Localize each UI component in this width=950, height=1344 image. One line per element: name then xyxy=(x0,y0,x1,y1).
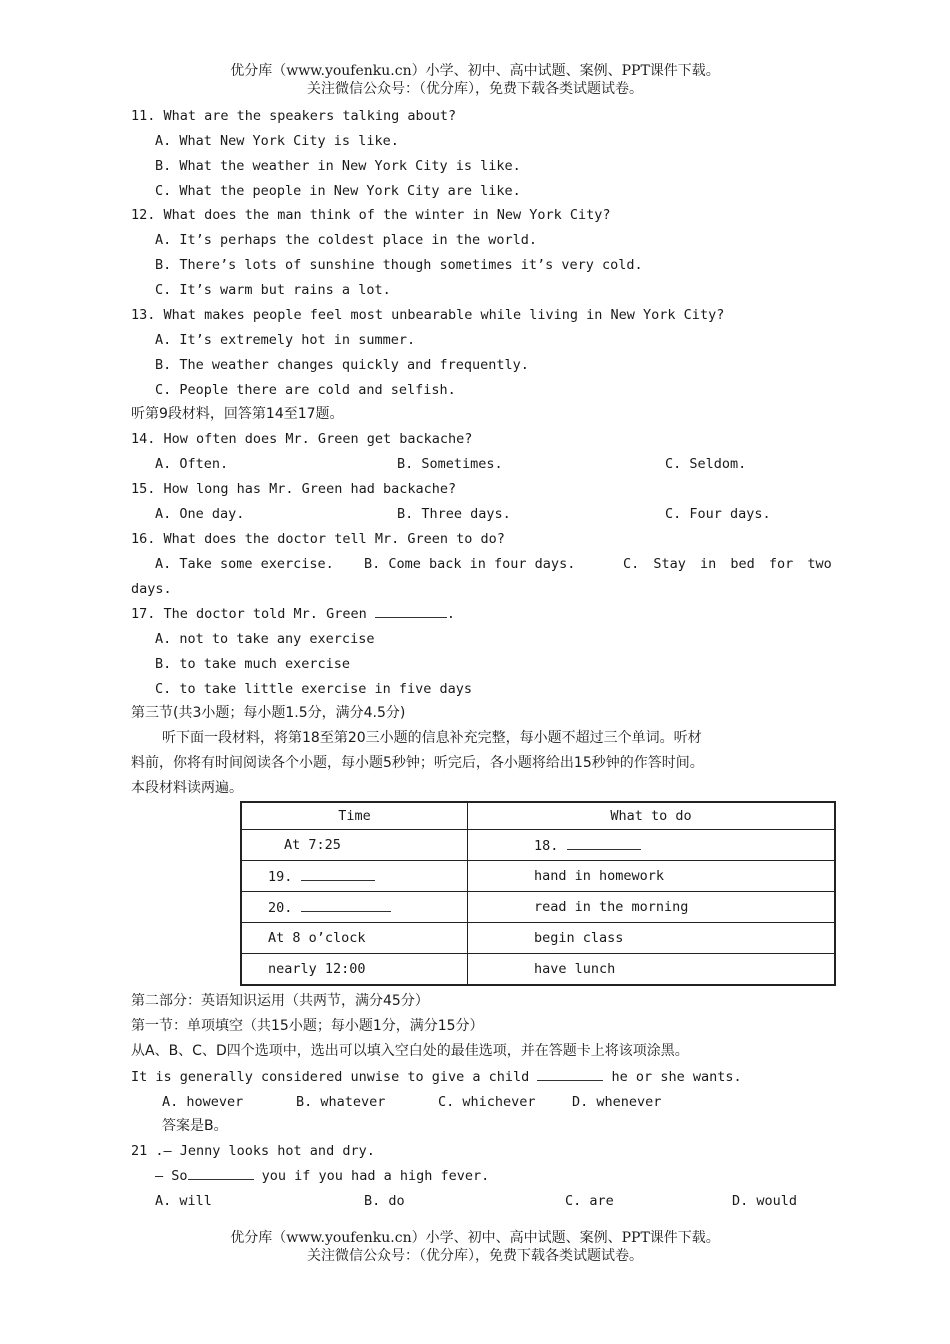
q11-option-a: A. What New York City is like. xyxy=(155,133,399,149)
q13-option-b: B. The weather changes quickly and frequently. xyxy=(155,357,529,373)
q14-option-c: C. Seldom. xyxy=(665,456,747,472)
example-stem-end: he or she wants. xyxy=(611,1069,742,1085)
q17-stem-end: . xyxy=(446,606,455,622)
table-cell-time-text: 20. xyxy=(268,899,293,916)
table-blank-19 xyxy=(301,868,375,881)
table-header-what: What to do xyxy=(468,802,836,830)
q15-option-b: B. Three days. xyxy=(397,506,511,522)
table-cell-time: At 7:25 xyxy=(241,830,468,861)
q12-option-c: C. It’s warm but rains a lot. xyxy=(155,282,391,298)
q11-stem: 11. What are the speakers talking about? xyxy=(131,108,457,124)
header-line-1: 优分库（www.youfenku.cn）小学、初中、高中试题、案例、PPT课件下载。 xyxy=(230,63,720,79)
example-answer: 答案是B。 xyxy=(162,1118,228,1134)
q21-option-b: B. do xyxy=(364,1193,405,1209)
q17-blank xyxy=(375,605,447,618)
q16-option-c: C. Stay in bed for two xyxy=(623,556,832,572)
table-row xyxy=(241,830,835,861)
table-blank-20 xyxy=(301,899,391,912)
q11-option-c: C. What the people in New York City are like. xyxy=(155,183,521,199)
q16-option-a: A. Take some exercise. xyxy=(155,556,334,572)
q17-option-b: B. to take much exercise xyxy=(155,656,351,672)
q21-line-2-start: — So xyxy=(155,1168,188,1184)
table-row xyxy=(241,892,835,923)
table-blank-18 xyxy=(567,837,641,850)
table-cell-what xyxy=(468,830,836,861)
table-row xyxy=(241,923,835,954)
q21-option-a: A. will xyxy=(155,1193,212,1209)
table-row xyxy=(241,954,835,986)
q21-blank xyxy=(188,1167,254,1180)
table-cell-time: nearly 12:00 xyxy=(241,954,468,986)
part3-title: 第三节(共3小题；每小题1.5分，满分4.5分) xyxy=(131,705,406,721)
q16-option-b: B. Come back in four days. xyxy=(364,556,576,572)
q16-option-c-continued: days. xyxy=(131,581,172,597)
q21-option-d: D. would xyxy=(732,1193,798,1209)
table-cell-time xyxy=(241,892,468,923)
table-row xyxy=(241,861,835,892)
q13-option-c: C. People there are cold and selfish. xyxy=(155,382,456,398)
example-stem: It is generally considered unwise to give a child xyxy=(131,1069,530,1085)
table-cell-what: have lunch xyxy=(468,954,836,986)
q12-option-a: A. It’s perhaps the coldest place in the world. xyxy=(155,232,538,248)
example-question xyxy=(131,1068,742,1086)
q14-option-a: A. Often. xyxy=(155,456,229,472)
example-option-c: C. whichever xyxy=(438,1094,536,1110)
footer-line-2: 关注微信公众号：（优分库），免费下载各类试题试卷。 xyxy=(307,1248,643,1264)
example-option-b: B. whatever xyxy=(296,1094,386,1110)
q17-option-a: A. not to take any exercise xyxy=(155,631,375,647)
q12-option-b: B. There’s lots of sunshine though sometimes it’s very cold. xyxy=(155,257,643,273)
table-cell-what-text: 18. xyxy=(534,837,559,854)
part3-instruction-1: 听下面一段材料，将第18至第20三小题的信息补充完整，每小题不超过三个单词。听材 xyxy=(162,730,702,746)
table-cell-what: begin class xyxy=(468,923,836,954)
part3-instruction-2: 料前，你将有时间阅读各个小题，每小题5秒钟；听完后，各小题将给出15秒钟的作答时间。 xyxy=(131,755,704,771)
q15-option-a: A. One day. xyxy=(155,506,245,522)
q13-stem: 13. What makes people feel most unbearable while living in New York City? xyxy=(131,307,725,323)
q13-option-a: A. It’s extremely hot in summer. xyxy=(155,332,416,348)
section-9-instruction: 听第9段材料，回答第14至17题。 xyxy=(131,406,344,422)
example-blank xyxy=(537,1068,603,1081)
q21-line-2 xyxy=(155,1167,489,1185)
header-line-2: 关注微信公众号：（优分库），免费下载各类试题试卷。 xyxy=(307,81,643,97)
example-option-d: D. whenever xyxy=(572,1094,662,1110)
q17-option-c: C. to take little exercise in five days xyxy=(155,681,472,697)
q15-option-c: C. Four days. xyxy=(665,506,771,522)
q11-option-b: B. What the weather in New York City is like. xyxy=(155,158,521,174)
q12-stem: 12. What does the man think of the winter in New York City? xyxy=(131,207,611,223)
table-cell-what: hand in homework xyxy=(468,861,836,892)
table-cell-time: At 8 o’clock xyxy=(241,923,468,954)
q21-line-2-end: you if you had a high fever. xyxy=(261,1168,490,1184)
part3-instruction-3: 本段材料读两遍。 xyxy=(131,780,243,796)
q21-line-1: 21 .— Jenny looks hot and dry. xyxy=(131,1143,375,1159)
q16-stem: 16. What does the doctor tell Mr. Green to do? xyxy=(131,531,505,547)
q17-stem xyxy=(131,605,455,623)
q21-option-c: C. are xyxy=(565,1193,614,1209)
table-cell-time xyxy=(241,861,468,892)
example-option-a: A. however xyxy=(162,1094,244,1110)
q15-stem: 15. How long has Mr. Green had backache? xyxy=(131,481,457,497)
table-header-row xyxy=(241,802,835,830)
schedule-table xyxy=(240,801,836,986)
part2-title: 第二部分：英语知识运用（共两节，满分45分） xyxy=(131,993,429,1009)
part2-instruction: 从A、B、C、D四个选项中，选出可以填入空白处的最佳选项，并在答题卡上将该项涂黑。 xyxy=(131,1043,689,1059)
table-cell-what: read in the morning xyxy=(468,892,836,923)
table-header-time: Time xyxy=(241,802,468,830)
table-cell-time-text: 19. xyxy=(268,868,293,885)
footer-line-1: 优分库（www.youfenku.cn）小学、初中、高中试题、案例、PPT课件下载。 xyxy=(230,1230,720,1246)
q14-option-b: B. Sometimes. xyxy=(397,456,503,472)
q14-stem: 14. How often does Mr. Green get backache? xyxy=(131,431,473,447)
part2-section1-title: 第一节：单项填空（共15小题；每小题1分，满分15分） xyxy=(131,1018,484,1034)
q17-stem-text: 17. The doctor told Mr. Green xyxy=(131,606,367,622)
